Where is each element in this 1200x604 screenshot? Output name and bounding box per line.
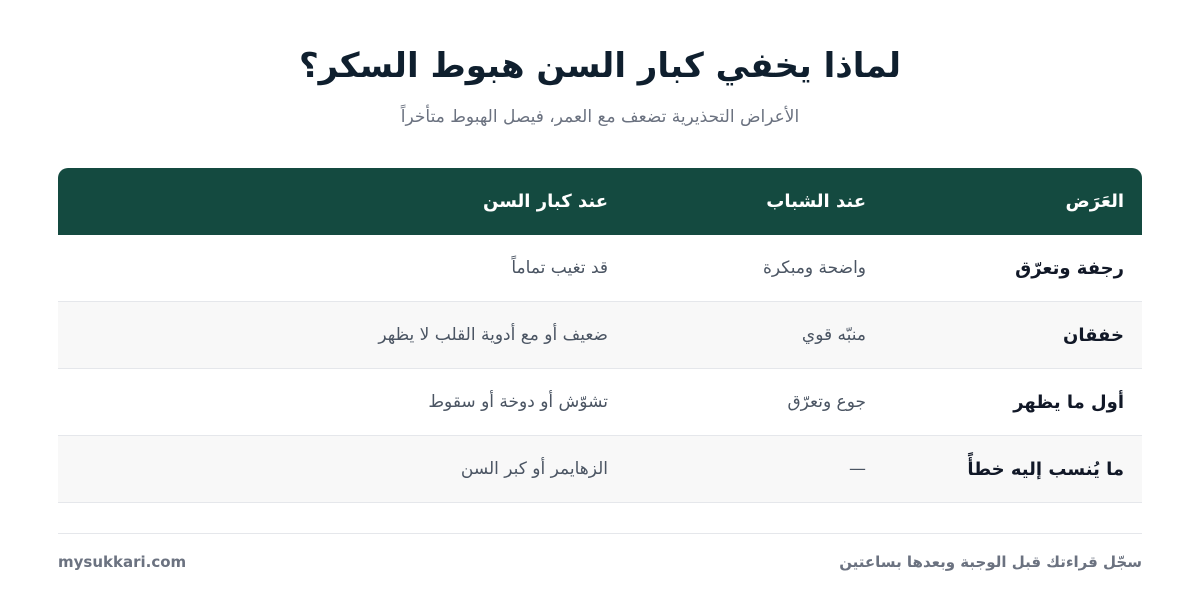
column-header-young: عند الشباب (766, 191, 866, 212)
symptom-cell: ما يُنسب إليه خطأً (884, 436, 1142, 503)
symptom-cell: أول ما يظهر (884, 369, 1142, 436)
elderly-cell: ضعيف أو مع أدوية القلب لا يظهر (58, 302, 626, 369)
footer-note: سجّل قراءتك قبل الوجبة وبعدها بساعتين (839, 553, 1142, 571)
symptom-cell: خفقان (884, 302, 1142, 369)
page-footer (58, 533, 1142, 592)
footer-site-link[interactable]: mysukkari.com (58, 553, 187, 571)
elderly-cell: الزهايمر أو كبر السن (58, 436, 626, 503)
elderly-cell: تشوّش أو دوخة أو سقوط (58, 369, 626, 436)
comparison-table (58, 168, 1142, 503)
column-header-elderly: عند كبار السن (483, 191, 608, 212)
table-row (58, 436, 1142, 503)
table-row (58, 235, 1142, 302)
page-subtitle: الأعراض التحذيرية تضعف مع العمر، فيصل الهبوط متأخراً (400, 107, 800, 127)
column-header-symptom: العَرَض (1065, 191, 1124, 212)
young-cell: واضحة ومبكرة (626, 235, 884, 302)
table-header-row (58, 168, 1142, 235)
young-cell: جوع وتعرّق (626, 369, 884, 436)
table-row (58, 302, 1142, 369)
page-title: لماذا يخفي كبار السن هبوط السكر؟ (298, 46, 902, 86)
page-header (0, 0, 1200, 129)
elderly-cell: قد تغيب تماماً (58, 235, 626, 302)
symptom-cell: رجفة وتعرّق (884, 235, 1142, 302)
comparison-table-container (58, 168, 1142, 503)
young-cell: منبّه قوي (626, 302, 884, 369)
young-cell: — (626, 436, 884, 503)
table-row (58, 369, 1142, 436)
